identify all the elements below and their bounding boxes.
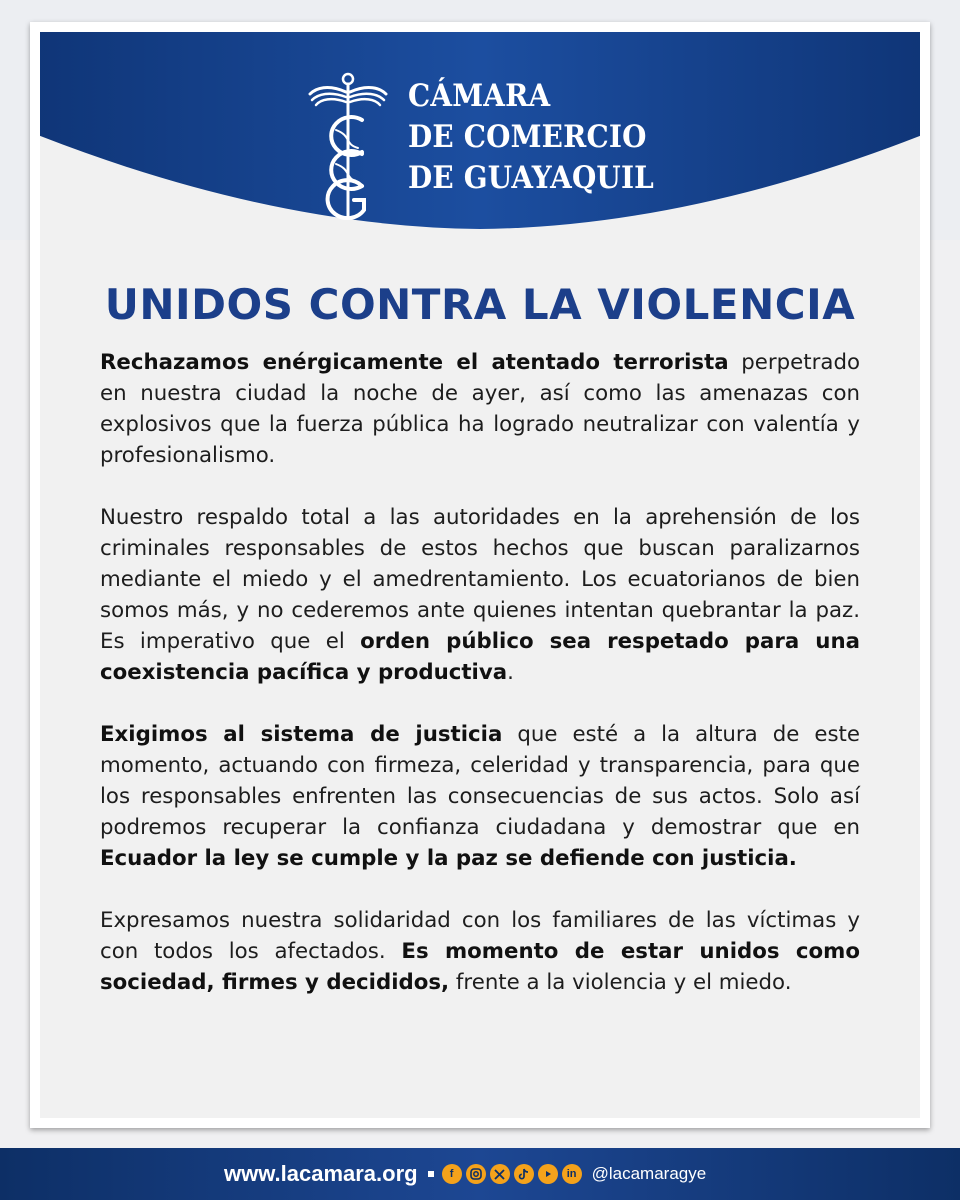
paragraph-3-bold-end: Ecuador la ley se cumple y la paz se defiende con justicia. <box>100 846 797 871</box>
instagram-icon[interactable] <box>466 1164 486 1184</box>
caduceus-ccg-emblem-icon <box>308 70 388 220</box>
tiktok-icon[interactable] <box>514 1164 534 1184</box>
paragraph-2 <box>100 502 860 688</box>
card-content-area <box>40 32 920 1118</box>
social-handle[interactable]: @lacamaragye <box>591 1164 707 1183</box>
org-logo <box>308 70 688 240</box>
paragraph-3-text: que esté a la altura de este momento, actuando con firmeza, celeridad y transparencia, para que los responsables enfrenten las consecuencias de sus actos. Solo así podremos recuperar la confianza ciudadana y demostrar que en <box>100 722 860 840</box>
linkedin-icon[interactable]: in <box>562 1164 582 1184</box>
paragraph-3 <box>100 719 860 874</box>
paragraph-3-bold-lead: Exigimos al sistema de justicia <box>100 722 503 747</box>
paragraph-1-text: perpetrado en nuestra ciudad la noche de ayer, así como las amenazas con explosivos que la fuerza pública ha logrado neutralizar con valentía y profesionalismo. <box>100 350 860 468</box>
facebook-icon[interactable]: f <box>442 1164 462 1184</box>
x-icon[interactable] <box>490 1164 510 1184</box>
paragraph-4 <box>100 905 860 998</box>
website-link[interactable]: www.lacamara.org <box>224 1161 418 1186</box>
org-name-line3: DE GUAYAQUIL <box>408 160 654 196</box>
footer-bar <box>0 1148 960 1200</box>
paragraph-2-bold: orden público sea respetado para una coexistencia pacífica y productiva <box>100 629 860 685</box>
footer-content <box>224 1160 706 1188</box>
statement-card <box>30 22 930 1128</box>
org-name <box>408 76 654 199</box>
paragraph-2-text: Nuestro respaldo total a las autoridades en la aprehensión de los criminales responsables de estos hechos que buscan paralizarnos mediante el miedo y el amedrentamiento. Los ecuatorianos de bien somos más, y no cederemos ante quienes intentan quebrantar la paz. Es imperativo que el <box>100 505 860 654</box>
paragraph-2-end: . <box>507 660 514 685</box>
statement-body <box>100 347 860 1029</box>
footer-separator <box>428 1171 434 1177</box>
page-title: UNIDOS CONTRA LA VIOLENCIA <box>104 280 856 329</box>
paragraph-1-bold-lead: Rechazamos enérgicamente el atentado terrorista <box>100 350 729 375</box>
paragraph-4-text: Expresamos nuestra solidaridad con los familiares de las víctimas y con todos los afectados. <box>100 908 860 964</box>
org-name-line2: DE COMERCIO <box>408 119 647 155</box>
paragraph-4-end: frente a la violencia y el miedo. <box>449 970 792 995</box>
youtube-icon[interactable] <box>538 1164 558 1184</box>
org-name-line1: CÁMARA <box>408 78 551 114</box>
paragraph-4-bold: Es momento de estar unidos como sociedad, firmes y decididos, <box>100 939 861 995</box>
paragraph-1 <box>100 347 860 471</box>
